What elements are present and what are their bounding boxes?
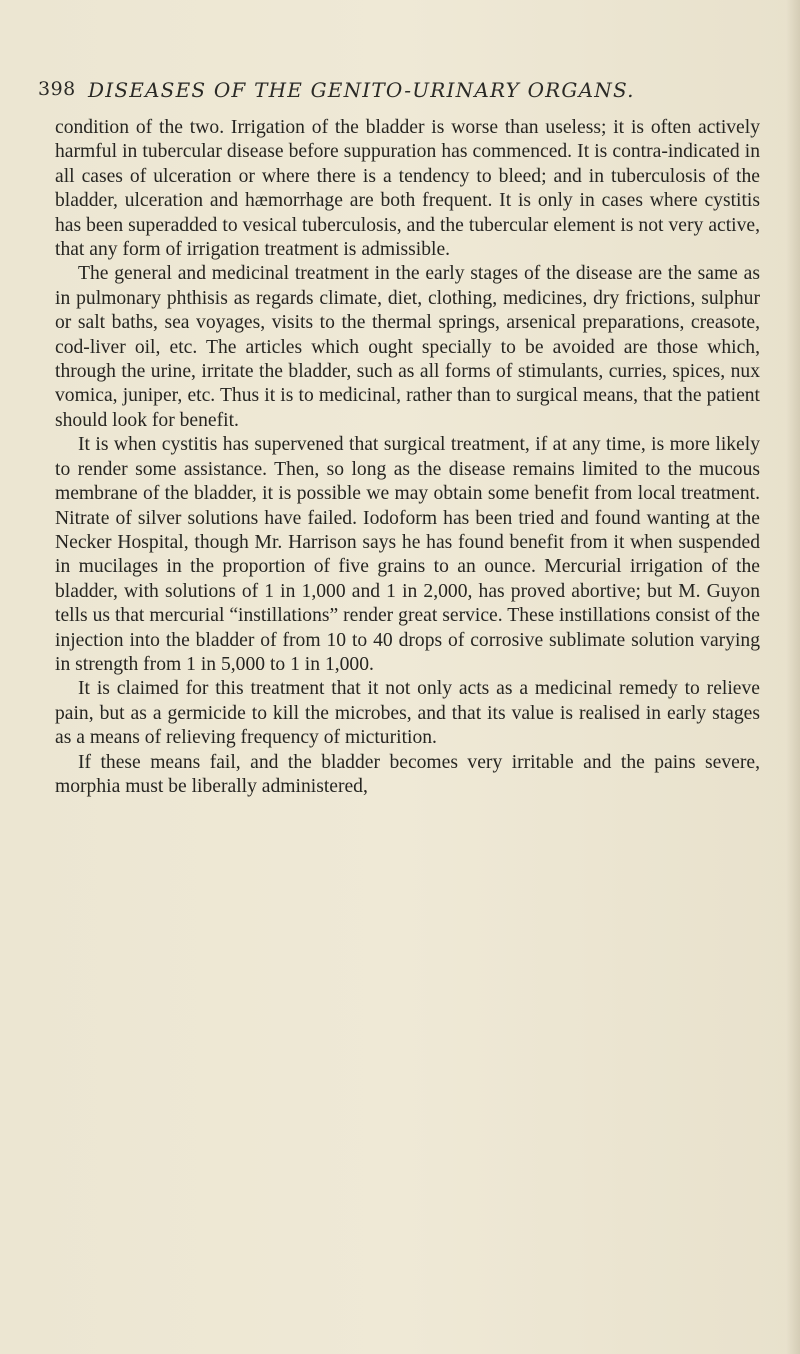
paragraph-general-treatment: The general and medicinal treatment in the early stages of the disease are the same as in pulmonary phthisis as regards climate, diet, clothing, medicines, dry frictions, sulphur or salt baths, sea voyages, visits to the thermal springs, arsenical preparations, creasote, cod-liver oil, etc. The articles which ought specially to be avoided are those which, through the urine, irritate the bladder, such as all forms of stimulants, curries, spices, nux vomica, juniper, etc. Thus it is to medicinal, rather than to surgical means, that the patient should look for benefit.: [55, 263, 760, 431]
running-head: DISEASES OF THE GENITO-URINARY ORGANS.: [88, 78, 635, 102]
paragraph-claimed-benefits: It is claimed for this treatment that it not only acts as a medicinal remedy to relieve pain, but as a germicide to kill the microbes, and that its value is realised in early stages as a means of relieving frequency of micturition.: [55, 678, 760, 749]
page-edge-shadow: [786, 0, 800, 1354]
paragraph-continuation: condition of the two. Irrigation of the bladder is worse than useless; it is often actively harmful in tubercular disease before suppuration has commenced. It is contra-indicated in all cases of ulceration or where there is a tendency to bleed; and in tuberculosis of the bladder, ulceration and hæmorrhage are both frequent. It is only in cases where cystitis has been superadded to vesical tuberculosis, and the tubercular element is not very active, that any form of irrigation treatment is admissible.: [55, 117, 760, 261]
page-header: [38, 78, 758, 106]
page-number: 398: [38, 78, 76, 100]
paragraph-surgical-treatment: It is when cystitis has supervened that surgical treatment, if at any time, is more likely to render some assistance. Then, so long as the disease remains limited to the mucous membrane of the bladder, it is possible we may obtain some benefit from local treatment. Nitrate of silver solutions have failed. Iodoform has been tried and found wanting at the Necker Hospital, though Mr. Harrison says he has found benefit from it when suspended in mucilages in the proportion of five grains to an ounce. Mercurial irrigation of the bladder, with solutions of 1 in 1,000 and 1 in 2,000, has proved abortive; but M. Guyon tells us that mercurial “instillations” render great service. These instillations consist of the injection into the bladder of from 10 to 40 drops of corrosive sublimate solution varying in strength from 1 in 5,000 to 1 in 1,000.: [55, 434, 760, 675]
paragraph-morphia: If these means fail, and the bladder becomes very irritable and the pains severe, morphia must be liberally administered,: [55, 751, 760, 797]
body-text: [55, 116, 760, 799]
